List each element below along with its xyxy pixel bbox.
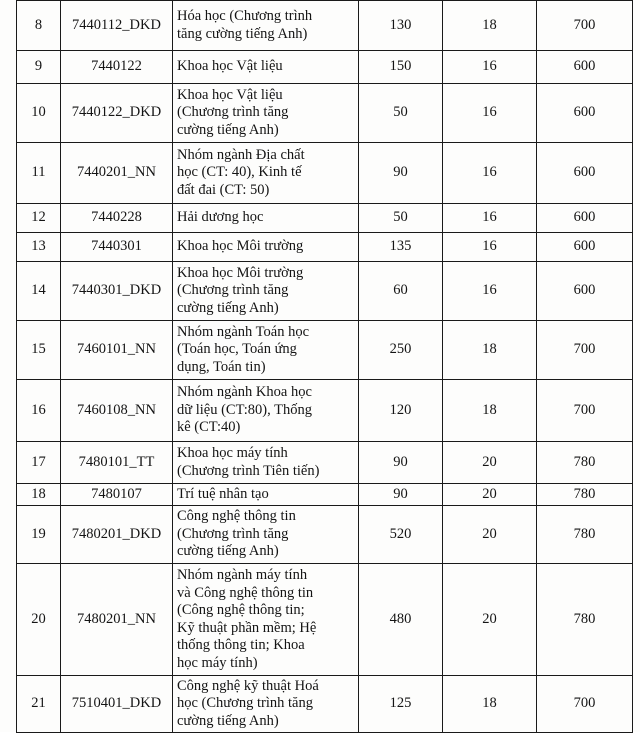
credits-value: 18 (443, 676, 537, 733)
quota-value: 130 (359, 1, 443, 51)
row-number: 20 (17, 564, 61, 676)
program-name-line: Nhóm ngành Khoa học (177, 384, 312, 401)
fee-value: 780 (537, 442, 633, 484)
table-row (17, 564, 633, 676)
program-name-line: Khoa học Môi trường (177, 264, 304, 281)
table-row (17, 380, 633, 442)
row-number: 15 (17, 321, 61, 380)
credits-value: 16 (443, 204, 537, 233)
credits-value: 16 (443, 233, 537, 262)
credits-value: 16 (443, 51, 537, 84)
admission-quota-table (16, 0, 633, 733)
program-code: 7440301_DKD (61, 262, 173, 321)
table-row (17, 321, 633, 380)
program-name-line: Nhóm ngành Địa chất (177, 146, 305, 163)
quota-value: 135 (359, 233, 443, 262)
table-body (17, 1, 633, 733)
program-code: 7440112_DKD (61, 1, 173, 51)
credits-value: 20 (443, 564, 537, 676)
program-name-line: kê (CT:40) (177, 419, 241, 436)
table-row (17, 262, 633, 321)
program-code: 7480107 (61, 484, 173, 506)
program-code: 7440228 (61, 204, 173, 233)
quota-value: 120 (359, 380, 443, 442)
program-code: 7460108_NN (61, 380, 173, 442)
program-name (173, 676, 359, 733)
program-name-line: (Chương trình tăng (177, 282, 289, 299)
row-number: 18 (17, 484, 61, 506)
program-name-line: (Toán học, Toán ứng (177, 341, 297, 358)
program-code: 7480201_NN (61, 564, 173, 676)
program-name (173, 380, 359, 442)
quota-value: 90 (359, 143, 443, 204)
credits-value: 18 (443, 321, 537, 380)
program-name (173, 262, 359, 321)
program-name-line: học (Chương trình tăng (177, 695, 313, 712)
table-row (17, 233, 633, 262)
program-name-line: và Công nghệ thông tin (177, 584, 314, 601)
table-row (17, 442, 633, 484)
quota-value: 60 (359, 262, 443, 321)
row-number: 14 (17, 262, 61, 321)
program-name-line: Khoa học Vật liệu (177, 86, 283, 103)
fee-value: 600 (537, 262, 633, 321)
table-row (17, 204, 633, 233)
quota-value: 50 (359, 84, 443, 143)
program-name-line: đất đai (CT: 50) (177, 181, 270, 198)
program-code: 7510401_DKD (61, 676, 173, 733)
program-code: 7480201_DKD (61, 506, 173, 564)
program-name-line: Hóa học (Chương trình (177, 8, 313, 24)
program-name (173, 321, 359, 380)
program-name-line: học máy tính) (177, 654, 258, 671)
row-number: 9 (17, 51, 61, 84)
row-number: 17 (17, 442, 61, 484)
row-number: 10 (17, 84, 61, 143)
quota-value: 520 (359, 506, 443, 564)
program-name-line: (Chương trình tăng (177, 104, 289, 121)
program-name-line: Khoa học Vật liệu (177, 58, 283, 75)
row-number: 16 (17, 380, 61, 442)
quota-value: 250 (359, 321, 443, 380)
row-number: 11 (17, 143, 61, 204)
fee-value: 600 (537, 233, 633, 262)
credits-value: 16 (443, 84, 537, 143)
credits-value: 18 (443, 1, 537, 51)
program-name (173, 564, 359, 676)
quota-value: 90 (359, 442, 443, 484)
fee-value: 780 (537, 564, 633, 676)
program-name (173, 51, 359, 84)
row-number: 12 (17, 204, 61, 233)
program-name-line: Nhóm ngành Toán học (177, 323, 310, 340)
program-name (173, 506, 359, 564)
row-number: 8 (17, 1, 61, 51)
fee-value: 700 (537, 321, 633, 380)
program-name-line: tăng cường tiếng Anh) (177, 25, 308, 42)
fee-value: 780 (537, 484, 633, 506)
program-name-line: (Công nghệ thông tin; (177, 602, 305, 618)
program-code: 7440301 (61, 233, 173, 262)
program-name-line: cường tiếng Anh) (177, 712, 279, 729)
table-row (17, 1, 633, 51)
table-row (17, 676, 633, 733)
program-name-line: dụng, Toán tin) (177, 358, 266, 375)
program-name (173, 484, 359, 506)
program-name (173, 204, 359, 233)
table-row (17, 506, 633, 564)
program-name-line: Khoa học máy tính (177, 445, 288, 461)
quota-value: 150 (359, 51, 443, 84)
program-name-line: Công nghệ kỹ thuật Hoá (177, 677, 319, 694)
fee-value: 700 (537, 380, 633, 442)
program-name-line: Hải dương học (177, 209, 264, 226)
fee-value: 700 (537, 676, 633, 733)
program-name (173, 1, 359, 51)
program-code: 7440122 (61, 51, 173, 84)
credits-value: 20 (443, 484, 537, 506)
credits-value: 16 (443, 143, 537, 204)
credits-value: 20 (443, 442, 537, 484)
row-number: 13 (17, 233, 61, 262)
program-code: 7480101_TT (61, 442, 173, 484)
credits-value: 18 (443, 380, 537, 442)
quota-value: 90 (359, 484, 443, 506)
program-name-line: dữ liệu (CT:80), Thống (177, 401, 312, 418)
fee-value: 600 (537, 84, 633, 143)
table-row (17, 484, 633, 506)
quota-value: 125 (359, 676, 443, 733)
program-name-line: học (CT: 40), Kinh tế (177, 164, 302, 181)
program-name-line: thống thông tin; Khoa (177, 637, 305, 653)
quota-value: 480 (359, 564, 443, 676)
fee-value: 600 (537, 204, 633, 233)
program-name-line: Công nghệ thông tin (177, 508, 296, 525)
program-name (173, 233, 359, 262)
table-row (17, 84, 633, 143)
fee-value: 780 (537, 506, 633, 564)
fee-value: 700 (537, 1, 633, 51)
program-code: 7440201_NN (61, 143, 173, 204)
program-code: 7460101_NN (61, 321, 173, 380)
program-name-line: cường tiếng Anh) (177, 299, 279, 316)
program-name (173, 143, 359, 204)
row-number: 21 (17, 676, 61, 733)
credits-value: 20 (443, 506, 537, 564)
program-code: 7440122_DKD (61, 84, 173, 143)
program-name-line: Khoa học Môi trường (177, 238, 304, 255)
program-name-line: (Chương trình tăng (177, 525, 289, 542)
program-name-line: Trí tuệ nhân tạo (177, 485, 269, 502)
program-name-line: cường tiếng Anh) (177, 543, 279, 560)
fee-value: 600 (537, 143, 633, 204)
table-row (17, 143, 633, 204)
program-name (173, 442, 359, 484)
row-number: 19 (17, 506, 61, 564)
program-name-line: (Chương trình Tiên tiến) (177, 462, 320, 479)
table-row (17, 51, 633, 84)
fee-value: 600 (537, 51, 633, 84)
credits-value: 16 (443, 262, 537, 321)
program-name-line: Kỹ thuật phần mềm; Hệ (177, 619, 317, 636)
program-name-line: cường tiếng Anh) (177, 121, 279, 138)
program-name-line: Nhóm ngành máy tính (177, 567, 308, 583)
program-name (173, 84, 359, 143)
quota-value: 50 (359, 204, 443, 233)
